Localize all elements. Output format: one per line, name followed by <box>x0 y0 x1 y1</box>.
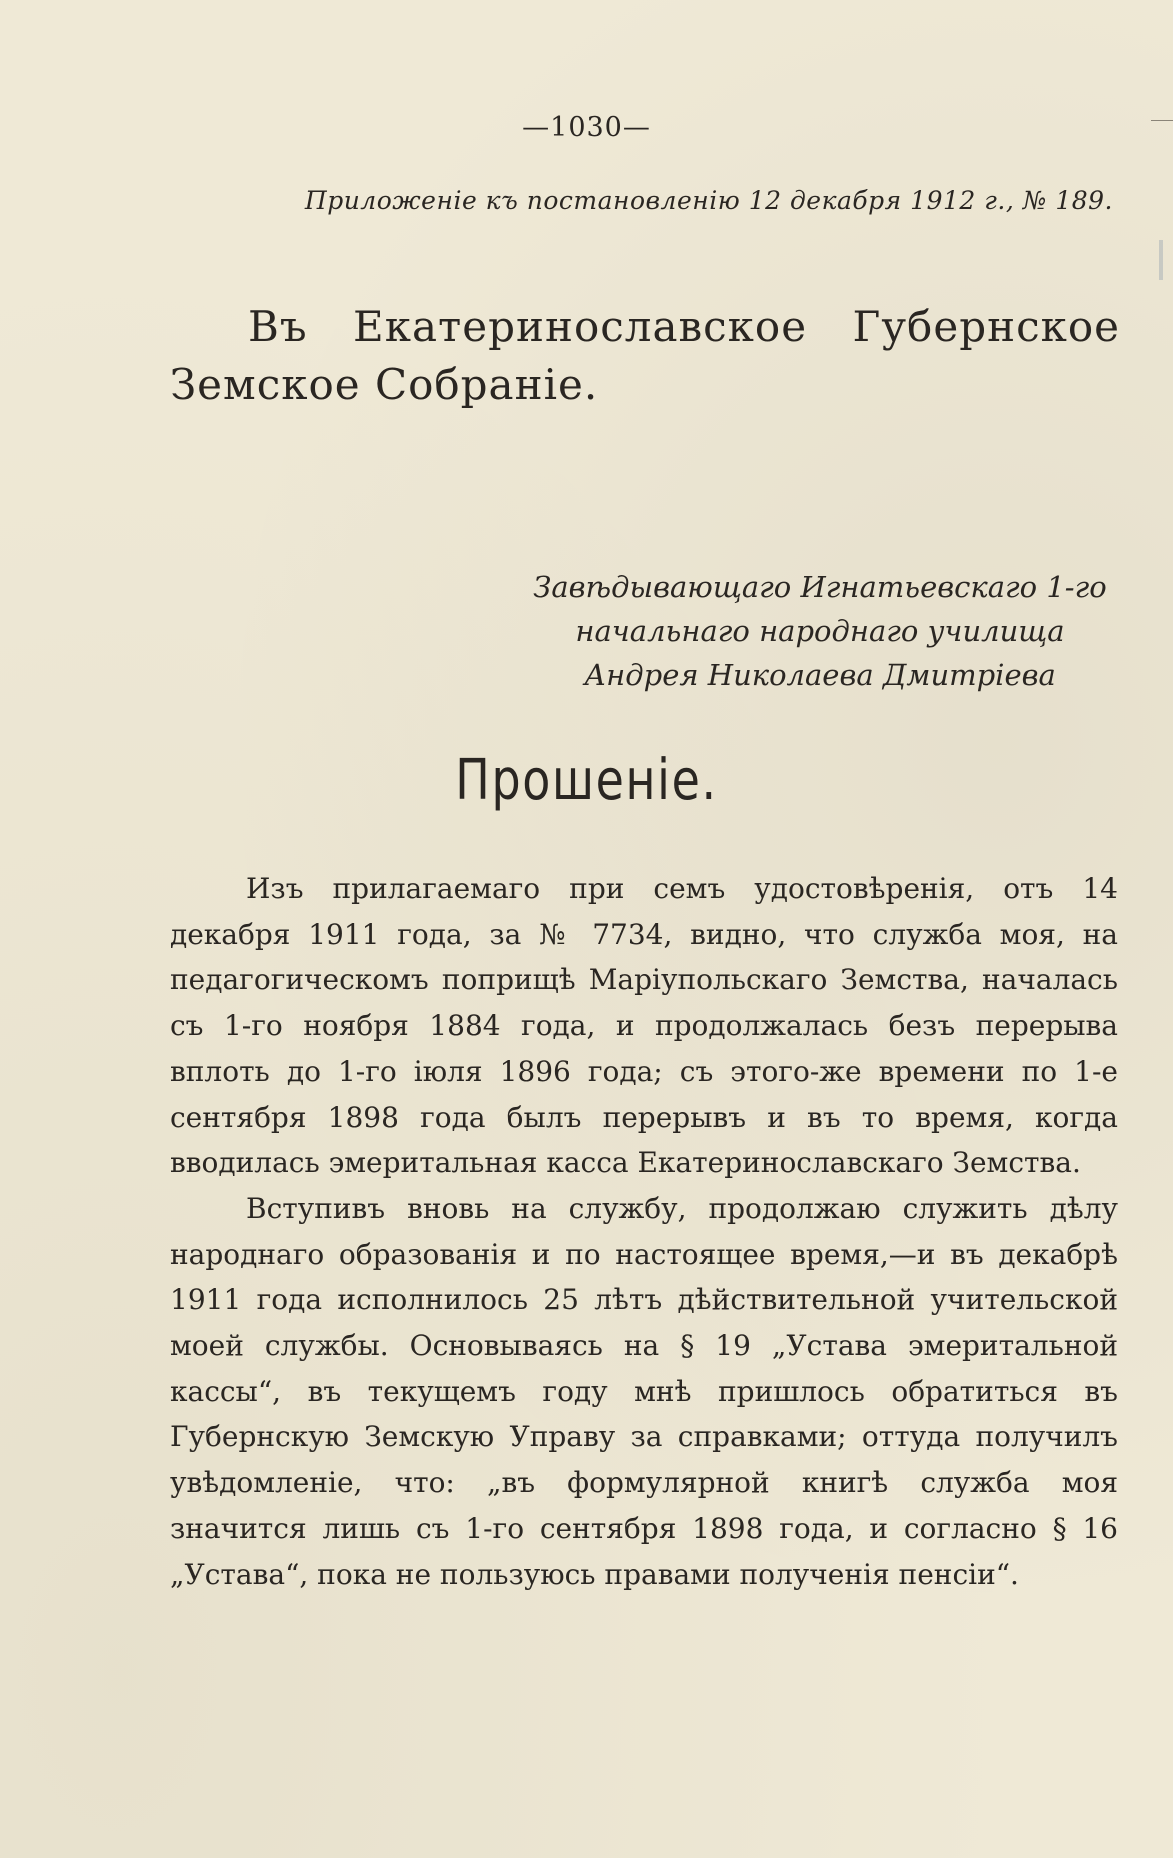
petitioner-block: Завѣдывающаго Игнатьевскаго 1-го начальнаго народнаго училища Андрея Николаева Дмитріева <box>533 570 1107 692</box>
paragraph: Вступивъ вновь на службу, продолжаю служить дѣлу народнаго образованія и по настоящее время,—и въ декабрѣ 1911 года исполнилось 25 лѣтъ дѣйствительной учительской моей службы. Основываясь на § 19 „Устава эмеритальной кассы“, въ текущемъ году мнѣ пришлось обратиться въ Губернскую Земскую Управу за справками; оттуда получилъ увѣдомленіе, что: „въ формулярной книгѣ служба моя значится лишь съ 1-го сентября 1898 года, и согласно § 16 „Устава“, пока не пользуюсь правами полученія пенсіи“. <box>170 1191 1118 1591</box>
body-text <box>170 866 1118 1597</box>
document-title: Прошеніе. <box>455 748 718 813</box>
bleed-through-mark <box>1159 240 1163 280</box>
page-number: —1030— <box>522 112 651 143</box>
appendix-note: Приложеніе къ постановленію 12 декабря 1912 г., № 189. <box>304 186 1113 215</box>
addressee-heading: Въ Екатеринославское Губернское Земское Собраніе. <box>170 302 1120 409</box>
paragraph: Изъ прилагаемаго при семъ удостовѣренія, отъ 14 декабря 1911 года, за № 7734, видно, что служба моя, на педагогическомъ поприщѣ Маріупольскаго Земства, началась съ 1-го ноября 1884 года, и продолжалась безъ перерыва вплоть до 1-го іюля 1896 года; съ этого-же времени по 1-е сентября 1898 года былъ перерывъ и въ то время, когда вводилась эмеритальная касса Екатеринославскаго Земства. <box>170 872 1118 1180</box>
